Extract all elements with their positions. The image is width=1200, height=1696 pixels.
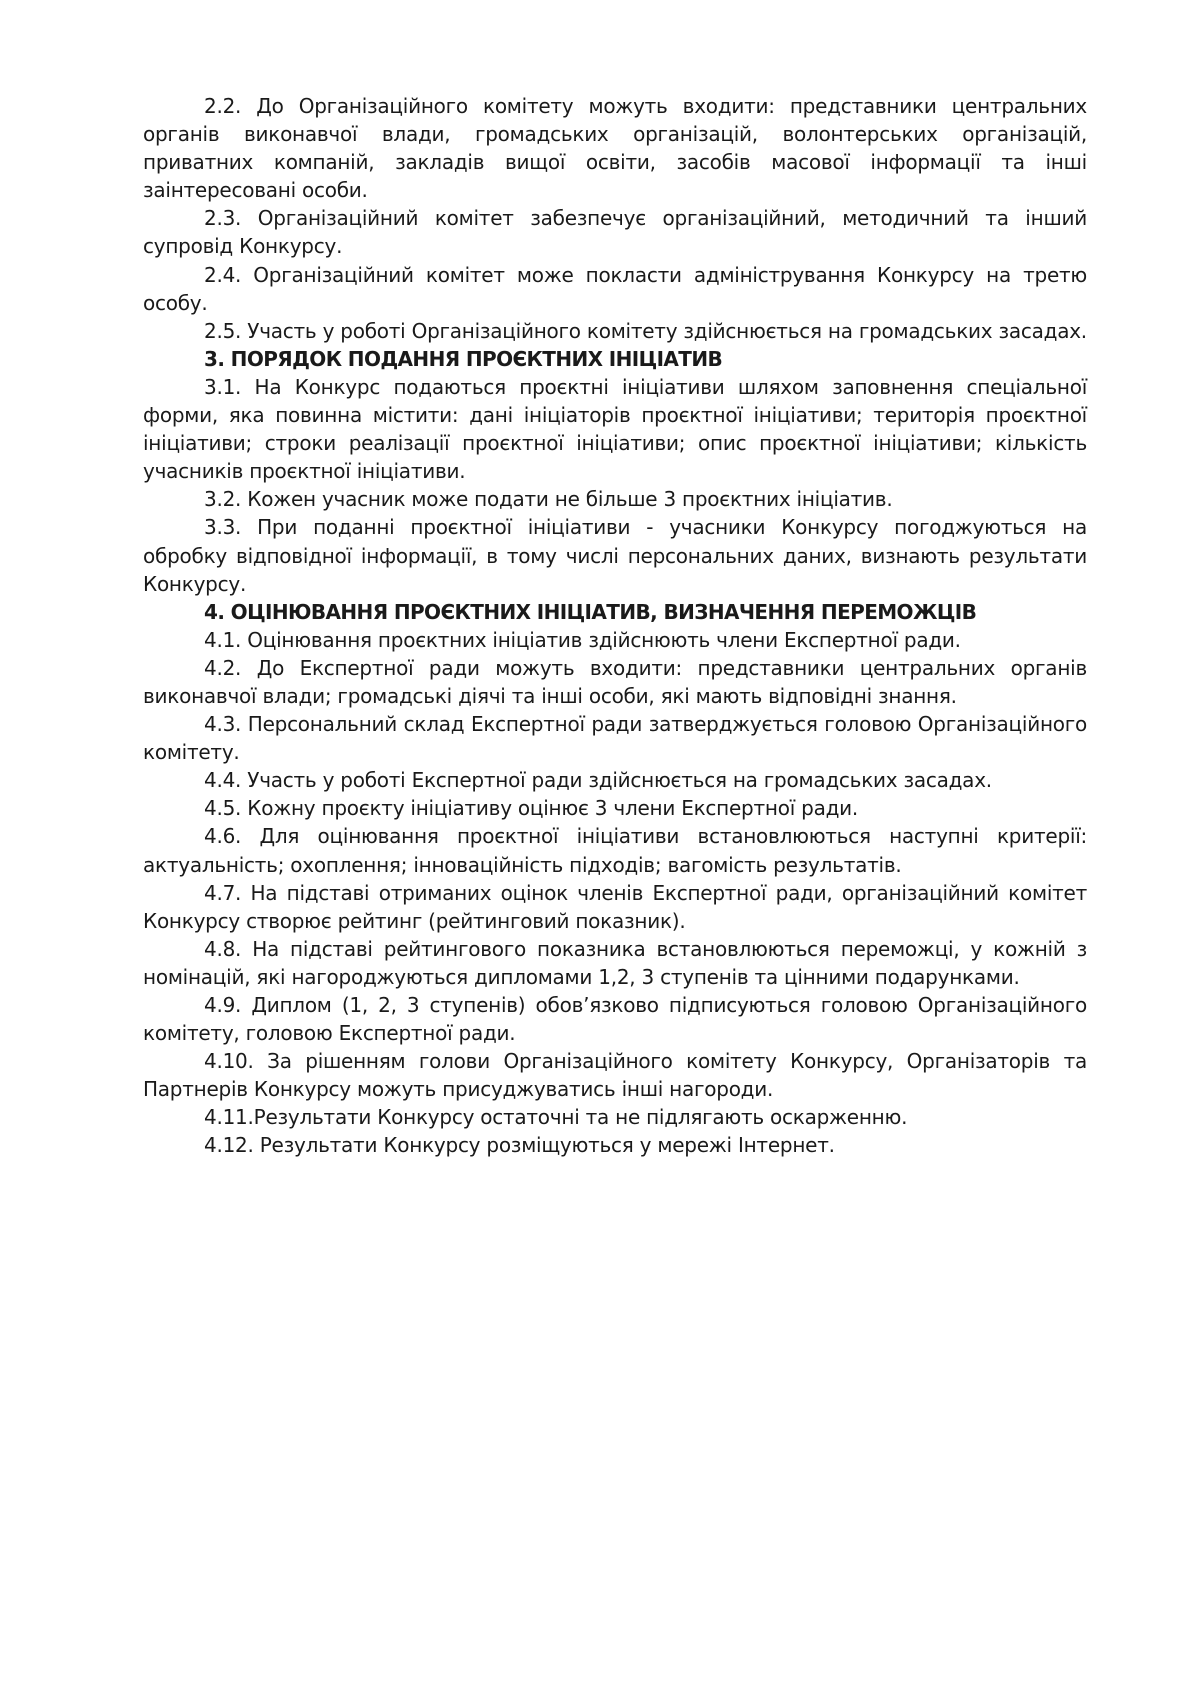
paragraph-3-3: 3.3. При поданні проєктної ініціативи - учасники Конкурсу погоджуються на обробку відповідної інформації, в тому числі персональних даних, визнають результати Конкурсу. xyxy=(143,515,1087,596)
paragraph-4-9: 4.9. Диплом (1, 2, 3 ступенів) обов’язково підписуються головою Організаційного комітету, головою Експертної ради. xyxy=(143,993,1087,1046)
paragraph-4-7: 4.7. На підставі отриманих оцінок членів Експертної ради, організаційний комітет Конкурсу створює рейтинг (рейтинговий показник). xyxy=(143,880,1087,933)
paragraph-2-4: 2.4. Організаційний комітет може покласти адміністрування Конкурсу на третю особу. xyxy=(143,262,1087,315)
paragraph-4-5: 4.5. Кожну проєкту ініціативу оцінює 3 члени Експертної ради. xyxy=(204,796,859,821)
paragraph-4-1: 4.1. Оцінювання проєктних ініціатив здійснюють члени Експертної ради. xyxy=(204,627,961,652)
paragraph-3-2: 3.2. Кожен учасник може подати не більше 3 проєктних ініціатив. xyxy=(204,487,893,512)
paragraph-4-12: 4.12. Результати Конкурсу розміщуються у мережі Інтернет. xyxy=(204,1133,835,1158)
paragraph-2-3: 2.3. Організаційний комітет забезпечує організаційний, методичний та інший супровід Конкурсу. xyxy=(143,206,1087,259)
paragraph-4-6: 4.6. Для оцінювання проєктної ініціативи встановлюються наступні критерії: актуальність; охоплення; інноваційність підходів; вагомість результатів. xyxy=(143,824,1087,877)
section-heading-4: 4. ОЦІНЮВАННЯ ПРОЄКТНИХ ІНІЦІАТИВ, ВИЗНАЧЕННЯ ПЕРЕМОЖЦІВ xyxy=(204,599,977,624)
paragraph-4-10: 4.10. За рішенням голови Організаційного комітету Конкурсу, Організаторів та Партнерів Конкурсу можуть присуджуватись інші нагороди. xyxy=(143,1049,1087,1102)
paragraph-2-5: 2.5. Участь у роботі Організаційного комітету здійснюється на громадських засадах. xyxy=(204,318,1087,343)
paragraph-4-2: 4.2. До Експертної ради можуть входити: представники центральних органів виконавчої влади; громадські діячі та інші особи, які мають відповідні знання. xyxy=(143,655,1087,708)
paragraph-4-8: 4.8. На підставі рейтингового показника встановлюються переможці, у кожній з номінацій, які нагороджуються дипломами 1,2, 3 ступенів та цінними подарунками. xyxy=(143,936,1087,989)
section-heading-3: 3. ПОРЯДОК ПОДАННЯ ПРОЄКТНИХ ІНІЦІАТИВ xyxy=(204,346,723,371)
paragraph-4-11: 4.11.Результати Конкурсу остаточні та не підлягають оскарженню. xyxy=(204,1105,908,1130)
paragraph-4-3: 4.3. Персональний склад Експертної ради затверджується головою Організаційного комітету. xyxy=(143,712,1087,765)
paragraph-3-1: 3.1. На Конкурс подаються проєктні ініціативи шляхом заповнення спеціальної форми, яка повинна містити: дані ініціаторів проєктної ініціативи; територія проєктної ініціативи; строки реалізації проєктної ініціативи; опис проєктної ініціативи; кількість учасників проєктної ініціативи. xyxy=(143,374,1087,484)
paragraph-4-4: 4.4. Участь у роботі Експертної ради здійснюється на громадських засадах. xyxy=(204,768,992,793)
document-page xyxy=(143,92,1087,1160)
paragraph-2-2: 2.2. До Організаційного комітету можуть входити: представники центральних органів виконавчої влади, громадських організацій, волонтерських організацій, приватних компаній, закладів вищої освіти, засобів масової інформації та інші заінтересовані особи. xyxy=(143,94,1087,203)
